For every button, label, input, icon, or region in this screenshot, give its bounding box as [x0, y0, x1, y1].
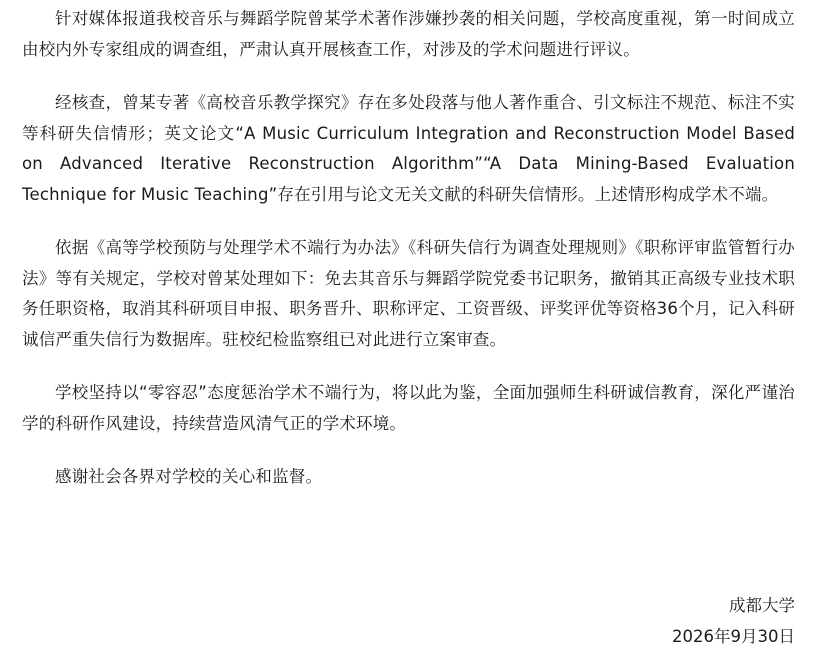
paragraph-commitment: 学校坚持以“零容忍”态度惩治学术不端行为，将以此为鉴，全面加强师生科研诚信教育，深化严谨治学的科研作风建设，持续营造风清气正的学术环境。 [22, 383, 795, 433]
signature-organization: 成都大学 [729, 596, 795, 615]
paragraph-investigation-intro: 针对媒体报道我校音乐与舞蹈学院曾某学术著作涉嫌抄袭的相关问题，学校高度重视，第一时间成立由校内外专家组成的调查组，严肃认真开展核查工作，对涉及的学术问题进行评议。 [22, 9, 795, 59]
signature-block [672, 590, 795, 652]
announcement-body [22, 4, 795, 493]
paragraph-thanks: 感谢社会各界对学校的关心和监督。 [55, 467, 323, 486]
paragraph-penalties: 依据《高等学校预防与处理学术不端行为办法》《科研失信行为调查处理规则》《职称评审监管暂行办法》等有关规定，学校对曾某处理如下：免去其音乐与舞蹈学院党委书记职务，撤销其正高级专业技术职务任职资格，取消其科研项目申报、职务晋升、职称评定、工资晋级、评奖评优等资格36个月，记入科研诚信严重失信行为数据库。驻校纪检监察组已对此进行立案审查。 [22, 238, 795, 349]
signature-date: 2026年9月30日 [672, 627, 795, 646]
paragraph-findings: 经核查，曾某专著《高校音乐教学探究》存在多处段落与他人著作重合、引文标注不规范、标注不实等科研失信情形；英文论文“A Music Curriculum Integration and Reconstruction Model Based on Advanced Iterative Reconstruction Algorithm”“A Data Mining-Based Evaluation Technique for Music Teaching”存在引用与论文无关文献的科研失信情形。上述情形构成学术不端。 [22, 93, 795, 204]
